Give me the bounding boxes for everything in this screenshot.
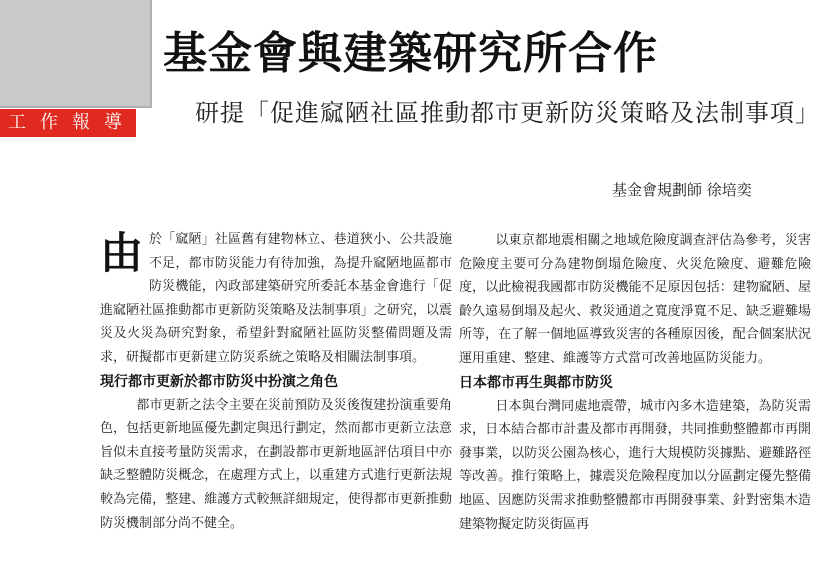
article-subtitle: 研提「促進窳陋社區推動都市更新防災策略及法制事項」 xyxy=(195,99,820,127)
left-column xyxy=(100,228,452,535)
section-heading-role: 現行都市更新於都市防災中扮演之角色 xyxy=(100,373,338,390)
drop-cap: 由 xyxy=(100,229,143,279)
intro-paragraph xyxy=(100,228,452,370)
right-column xyxy=(459,229,811,536)
author-byline: 基金會規劃師 徐培奕 xyxy=(612,181,752,199)
article-title: 基金會與建築研究所合作 xyxy=(163,28,658,79)
japan-paragraph: 日本與台灣同處地震帶，城市內多木造建築，為防災需求，日本結合都市計畫及都市再開發，共同推動整體都市再開發事業，以防災公園為核心，進行大規模防災據點、避難路徑等改善。推行策略上，據震災危險程度加以分區劃定優先整備地區、因應防災需求推動整體都市再開發事業、針對密集木造建築物擬定防災街區再 xyxy=(459,398,811,532)
intro-text: 於「窳陋」社區舊有建物林立、巷道狹小、公共設施不足，都市防災能力有待加強，為提升窳陋地區都市防災機能，內政部建築研究所委託本基金會進行「促進窳陋社區推動都市更新防災策略及法制事項」之研究，以震災及火災為研究對象，希望針對窳陋社區防災整備問題及需求，研擬都市更新建立防災系統之策略及相關法制事項。 xyxy=(100,232,452,365)
body-paragraph: 都市更新之法令主要在災前預防及災後復建扮演重要角色，包括更新地區優先劃定與迅行劃定，然而都市更新立法意旨似未直接考量防災需求，在劃設都市更新地區評估項目中亦缺乏整體防災概念，在處理方式上，以重建方式進行更新法規較為完備，整建、維護方式較無詳細規定，使得都市更新推動防災機制部分尚不健全。 xyxy=(100,397,452,531)
header-image-block xyxy=(0,0,152,108)
risk-paragraph: 以東京都地震相關之地域危險度調查評估為參考，災害危險度主要可分為建物倒塌危險度、火災危險度、避難危險度，以此檢視我國都市防災機能不足原因包括：建物窳陋、屋齡久遠易倒塌及起火、救災通道之寬度淨寬不足、缺乏避難場所等，在了解一個地區導致災害的各種原因後，配合個案狀況運用重建、整建、維護等方式當可改善地區防災能力。 xyxy=(459,233,811,366)
section-heading-japan: 日本都市再生與都市防災 xyxy=(459,374,613,391)
section-tag: 工作報導 xyxy=(0,109,136,137)
